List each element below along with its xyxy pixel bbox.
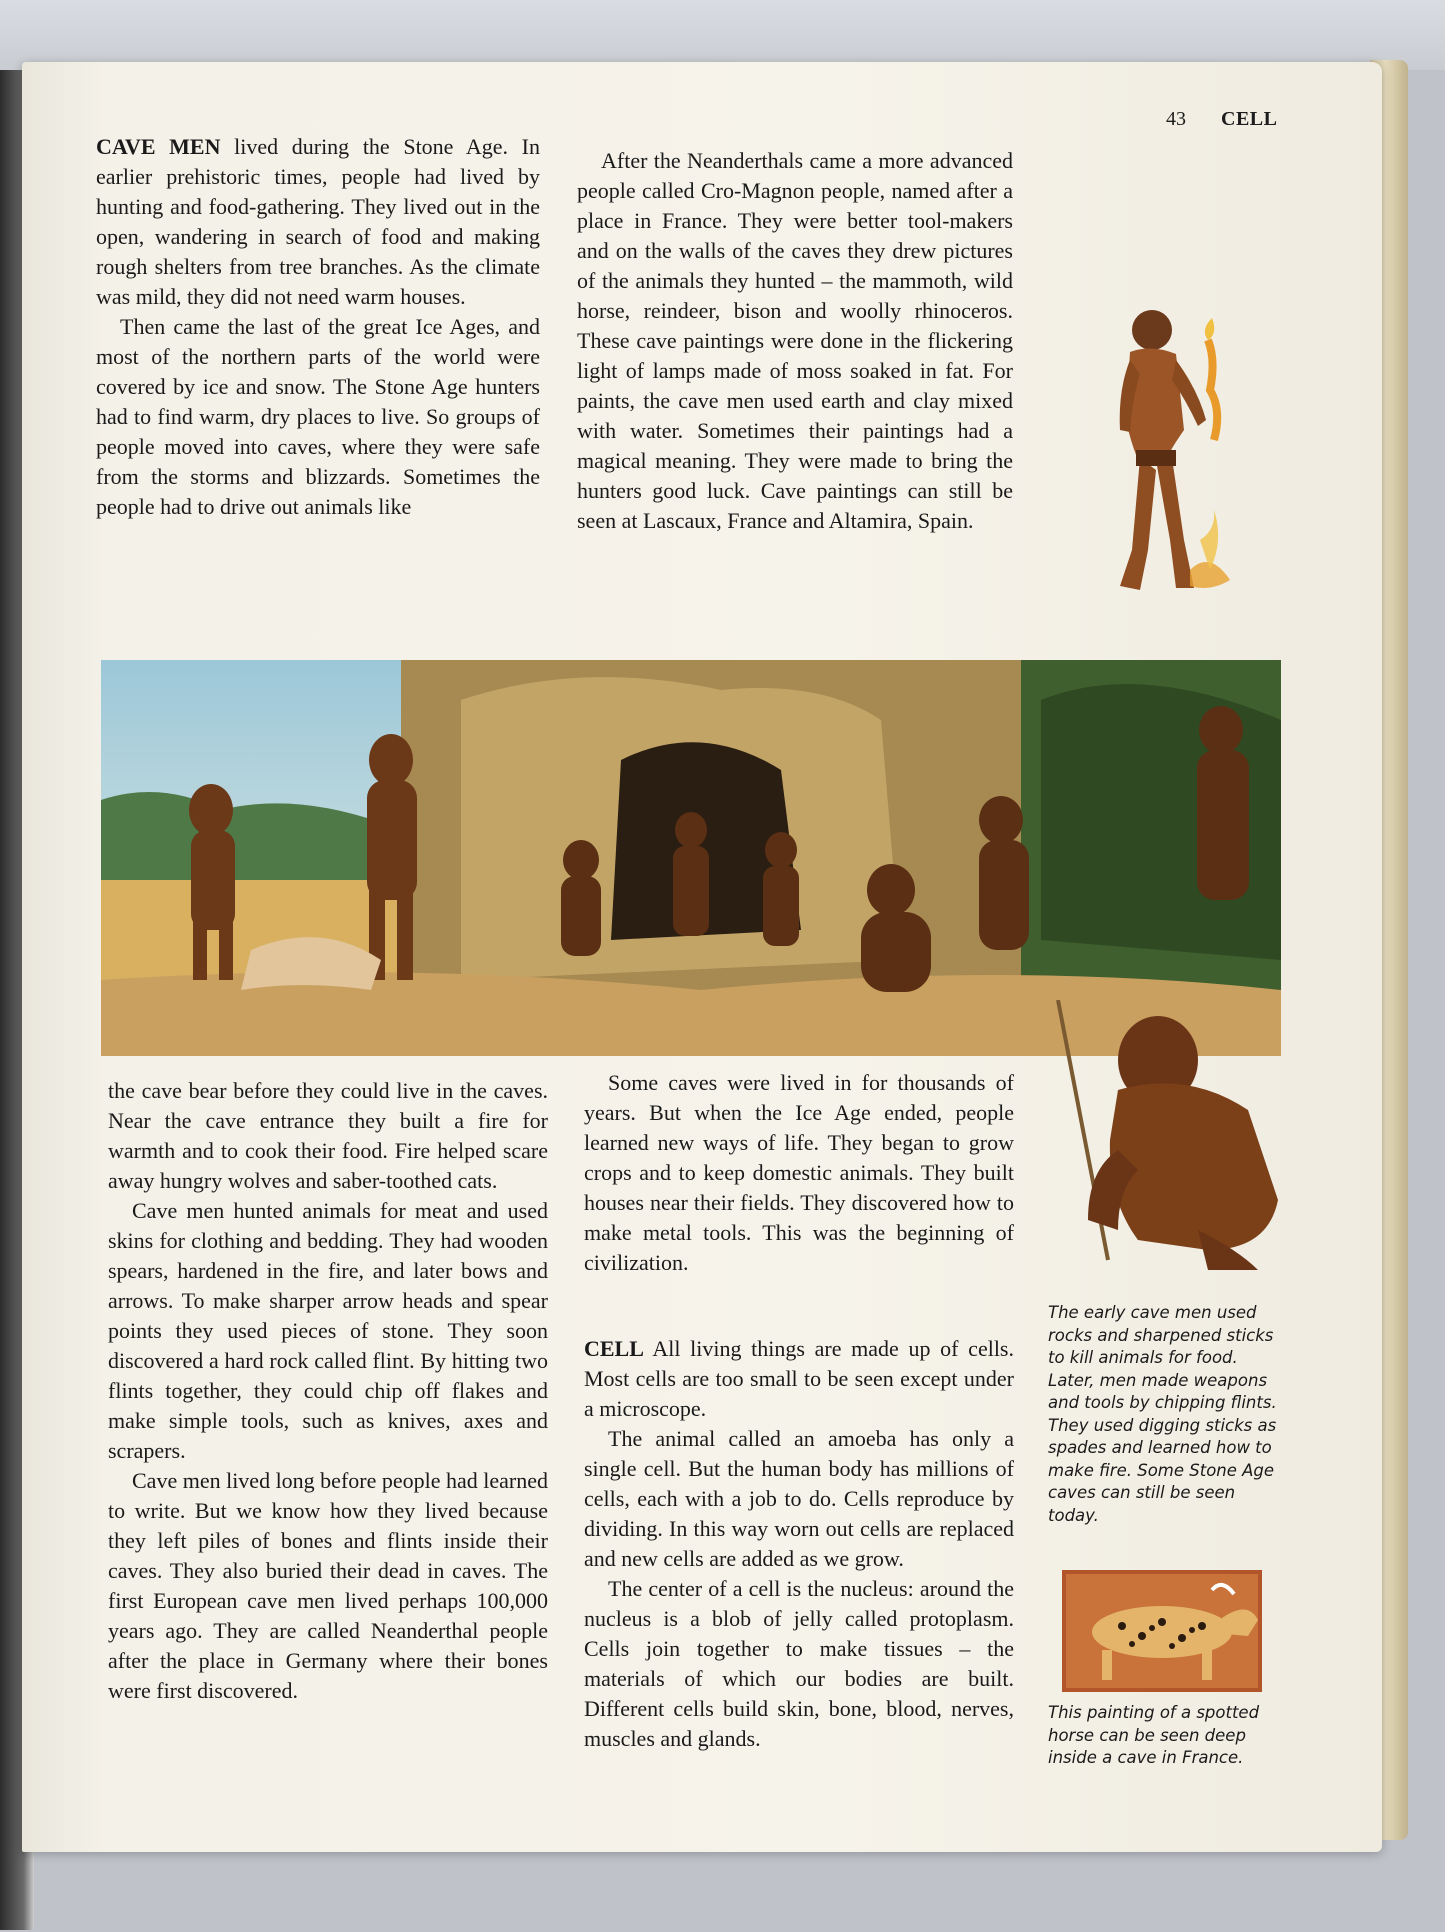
cell-article — [584, 1334, 1014, 1754]
cell-paragraph-1-text: All living things are made up of cells. Most cells are too small to be seen except under a microscope. — [584, 1336, 1014, 1421]
cell-paragraph-2: The animal called an amoeba has only a single cell. But the human body has millions of cells, each with a job to do. Cells reproduce by dividing. In this way worn out cells are replaced and new cells are added as we grow. — [584, 1426, 1014, 1571]
text-column-2 — [577, 146, 1013, 536]
crouching-caveman-illustration — [1048, 1000, 1288, 1280]
cell-heading: CELL — [584, 1336, 644, 1361]
cave-men-paragraph-5: Cave men hunted animals for meat and used skins for clothing and bedding. They had wooden spears, hardened in the fire, and later bows and arrows. To make sharper arrow heads and spear points they used pieces of stone. They soon discovered a hard rock called flint. By hitting two flints together, they could chip off flakes and make simple tools, such as knives, axes and scrapers. — [108, 1198, 548, 1463]
cave-scene-caption: The early cave men used rocks and sharpened sticks to kill animals for food. Later, men made weapons and tools by chipping flints. They used digging sticks as spades and learned how to make fire. Some Stone Age caves can still be seen today. — [1048, 1303, 1277, 1525]
page-number: 43 — [1166, 108, 1186, 130]
cro-magnon-paragraph: After the Neanderthals came a more advanced people called Cro-Magnon people, named after a place in France. They were better tool-makers and on the walls of the caves they drew pictures of the animals they hunted – the mammoth, wild horse, reindeer, bison and woolly rhinoceros. These cave paintings were done in the flickering light of lamps made of moss soaked in fat. For paints, the cave men used earth and clay mixed with water. Sometimes their paintings had a magical meaning. They were made to bring the hunters good luck. Cave paintings can still be seen at Lascaux, France and Altamira, Spain. — [577, 148, 1013, 533]
cell-paragraph-1 — [584, 1334, 1014, 1424]
cave-men-paragraph-4: the cave bear before they could live in the caves. Near the cave entrance they built a fire for warmth and to cook their food. Fire helped scare away hungry wolves and saber-toothed cats. — [108, 1078, 548, 1193]
cell-paragraph-3: The center of a cell is the nucleus: around the nucleus is a blob of jelly called protoplasm. Cells join together to make tissues – the materials of which our bodies are built. Different cells build skin, bone, blood, nerves, muscles and glands. — [584, 1576, 1014, 1751]
cave-men-paragraph-1-text: lived during the Stone Age. In earlier prehistoric times, people had lived by hunting and food-gathering. They lived out in the open, wandering in search of food and making rough shelters from tree branches. As the climate was mild, they did not need warm houses. — [96, 134, 540, 309]
cave-men-heading: CAVE MEN — [96, 134, 221, 159]
text-column-1 — [96, 132, 540, 522]
cave-men-paragraph-6: Cave men lived long before people had learned to write. But we know how they lived because they left piles of bones and flints inside their caves. They also buried their dead in caves. The first European cave men lived perhaps 100,000 years ago. They are called Neanderthal people after the place in Germany where their bones were first discovered. — [108, 1468, 549, 1703]
running-head: CELL — [1221, 108, 1278, 130]
cave-men-paragraph-2: Then came the last of the great Ice Ages, and most of the northern parts of the world were covered by ice and snow. The Stone Age hunters had to find warm, dry places to live. So groups of people moved into caves, where they were safe from the storms and blizzards. Sometimes the people had to drive out animals like — [96, 314, 540, 519]
text-column-3 — [108, 1076, 548, 1706]
text-column-4 — [584, 1068, 1014, 1278]
spotted-horse-painting-illustration — [1062, 1570, 1262, 1692]
cave-scene-illustration — [101, 660, 1281, 1056]
cave-men-paragraph-7: Some caves were lived in for thousands of years. But when the Ice Age ended, people learned new ways of life. They began to grow crops and to keep domestic animals. They built houses near their fields. They discovered how to make metal tools. This was the beginning of civilization. — [584, 1070, 1014, 1275]
page-header — [1166, 108, 1277, 131]
caveman-with-torch-illustration — [1090, 300, 1240, 620]
background — [0, 0, 1445, 70]
cave-men-paragraph-1 — [96, 132, 540, 312]
horse-painting-caption: This painting of a spotted horse can be seen deep inside a cave in France. — [1048, 1703, 1260, 1767]
